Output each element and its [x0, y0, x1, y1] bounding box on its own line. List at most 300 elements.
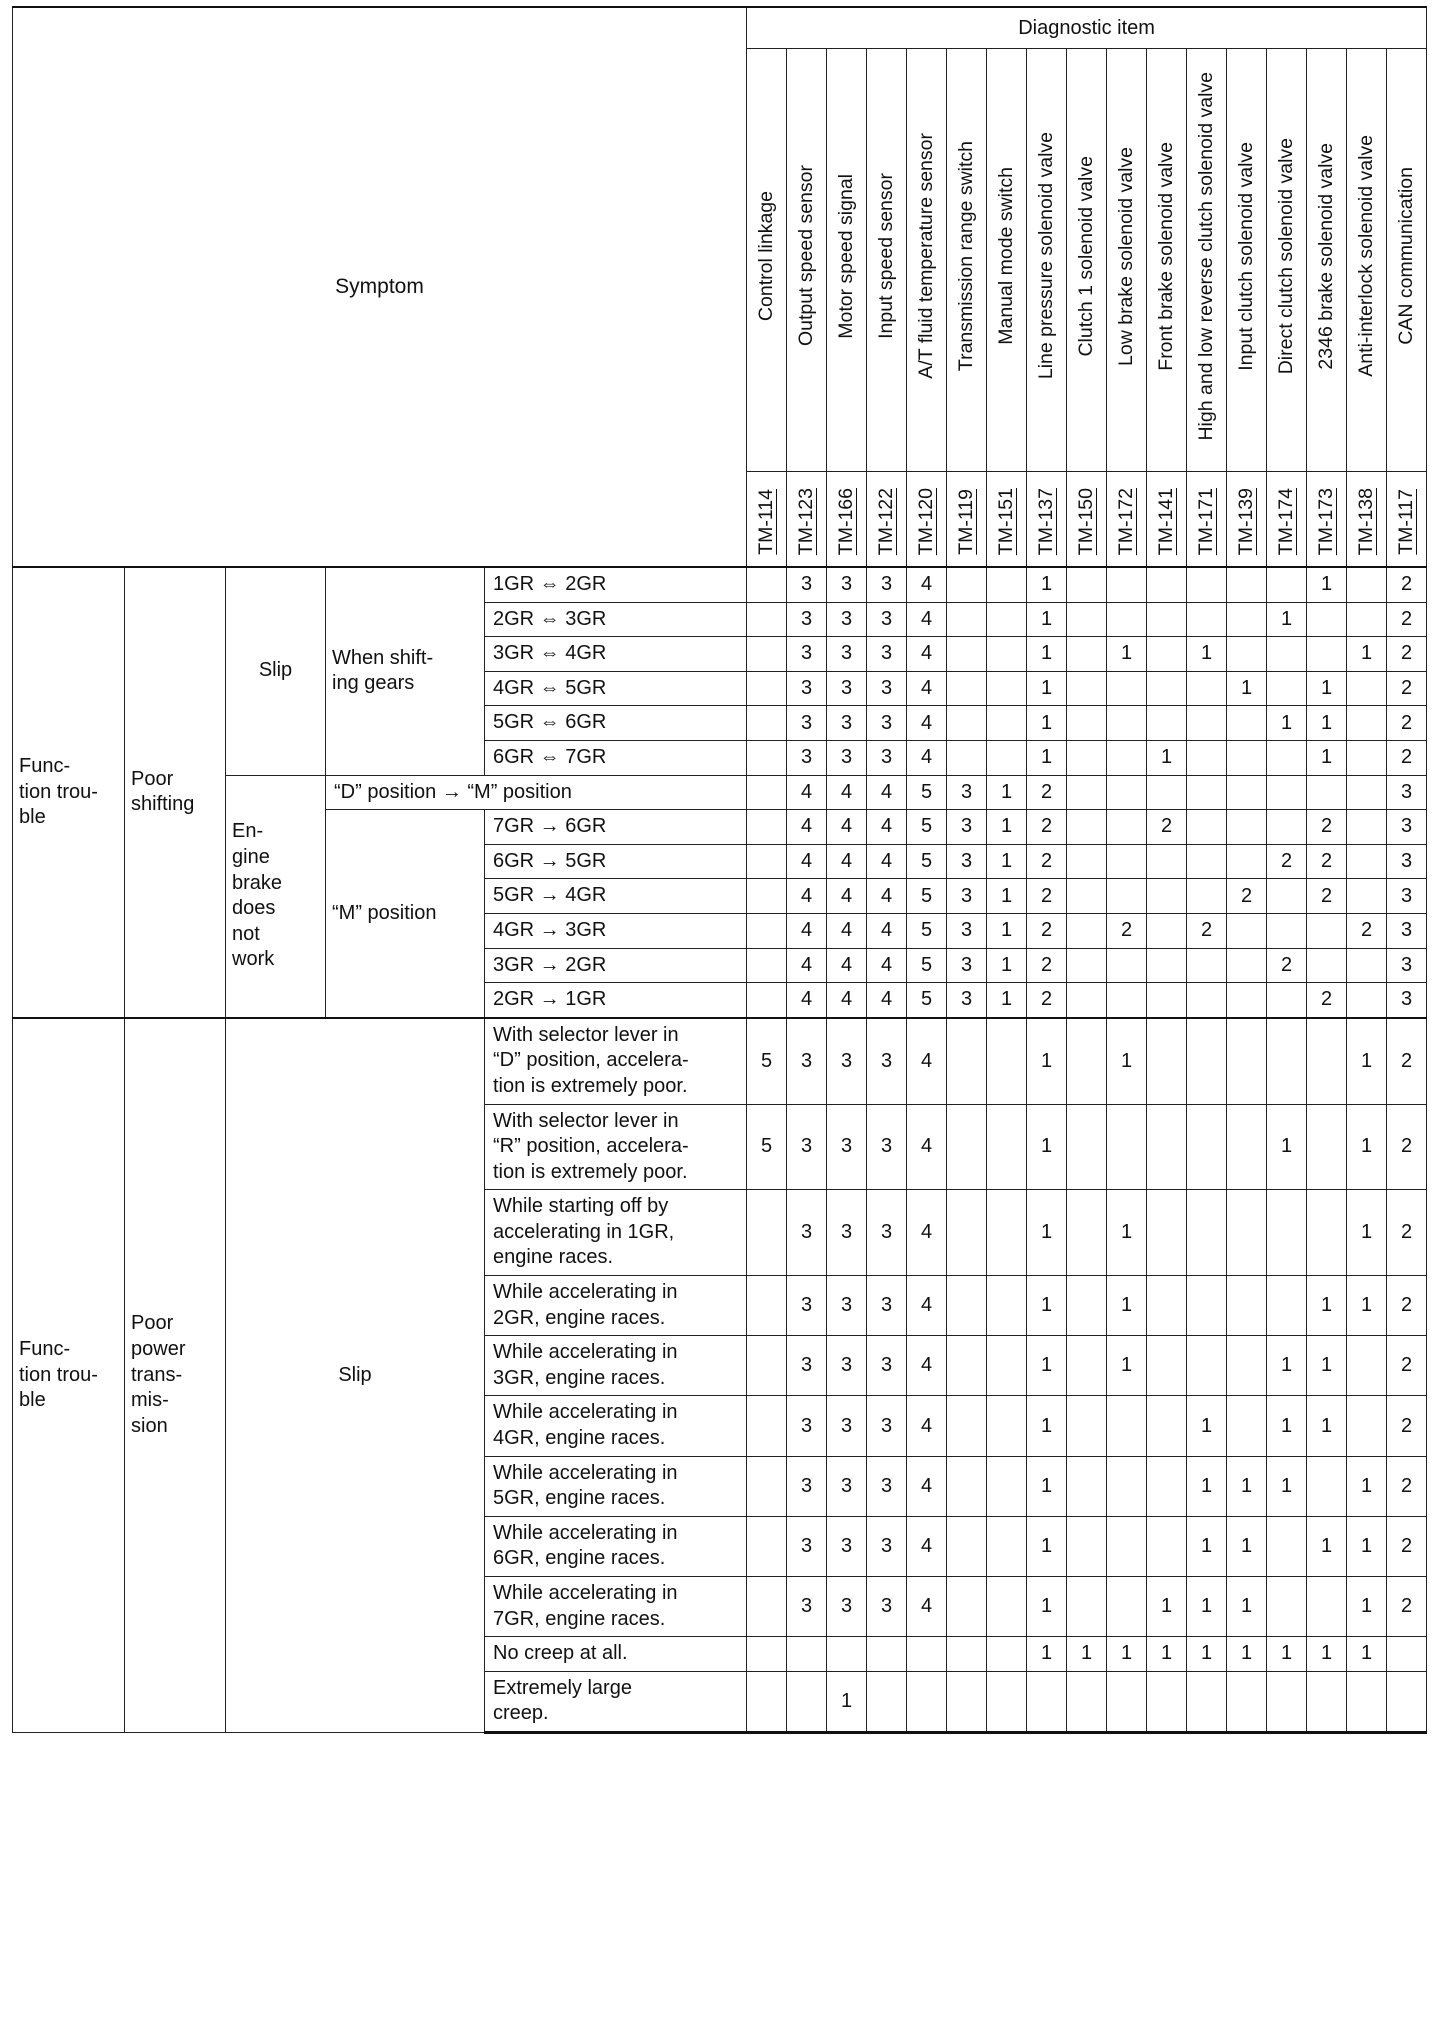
priority-cell	[1347, 983, 1387, 1018]
column-header-label	[1027, 49, 1067, 472]
priority-cell: 3	[787, 706, 827, 741]
priority-cell: 5	[907, 810, 947, 845]
priority-cell	[1147, 602, 1187, 637]
priority-cell: 3	[867, 1396, 907, 1456]
priority-cell: 3	[787, 1190, 827, 1276]
reference-link[interactable]: TM-123	[794, 488, 817, 556]
priority-cell: 4	[907, 1516, 947, 1576]
priority-cell: 1	[1147, 740, 1187, 775]
subcategory-slip: Slip	[226, 1018, 485, 1733]
priority-cell	[1347, 775, 1387, 810]
priority-cell: 4	[827, 879, 867, 914]
subcategory-m-position: “M” position	[326, 810, 485, 1018]
priority-cell: 1	[1147, 1577, 1187, 1637]
condition-cell: 5GR → 4GR	[485, 879, 747, 914]
priority-cell	[1067, 1396, 1107, 1456]
column-label-text: Low brake solenoid valve	[1114, 146, 1137, 366]
subcategory-when-shifting: When shift- ing gears	[326, 567, 485, 775]
priority-cell	[987, 1104, 1027, 1190]
priority-cell	[1187, 602, 1227, 637]
priority-cell	[947, 1577, 987, 1637]
priority-cell: 3	[867, 1456, 907, 1516]
priority-cell: 3	[947, 948, 987, 983]
priority-cell	[1267, 1276, 1307, 1336]
priority-cell: 1	[1107, 1336, 1147, 1396]
priority-cell: 4	[787, 983, 827, 1018]
priority-cell	[1227, 1396, 1267, 1456]
priority-cell	[1187, 1276, 1227, 1336]
reference-link[interactable]: TM-122	[874, 488, 897, 556]
priority-cell: 1	[1027, 1516, 1067, 1576]
column-reference	[1387, 472, 1427, 568]
priority-cell	[1107, 1104, 1147, 1190]
priority-cell: 3	[827, 706, 867, 741]
priority-cell	[947, 1396, 987, 1456]
column-label-text: Clutch 1 solenoid valve	[1074, 155, 1097, 357]
condition-cell: 2GR ⇔ 3GR	[485, 602, 747, 637]
priority-cell: 5	[747, 1018, 787, 1104]
priority-cell	[947, 1516, 987, 1576]
priority-cell: 3	[947, 983, 987, 1018]
priority-cell	[1187, 1190, 1227, 1276]
priority-cell: 1	[1027, 637, 1067, 672]
priority-cell: 1	[1027, 706, 1067, 741]
priority-cell	[1147, 1516, 1187, 1576]
reference-link[interactable]: TM-171	[1194, 488, 1217, 556]
priority-cell	[987, 1276, 1027, 1336]
column-header-label	[1347, 49, 1387, 472]
priority-cell	[987, 1637, 1027, 1672]
priority-cell: 2	[1387, 637, 1427, 672]
priority-cell	[1307, 1104, 1347, 1190]
priority-cell: 1	[987, 844, 1027, 879]
priority-cell	[1347, 671, 1387, 706]
priority-cell: 1	[1267, 1336, 1307, 1396]
priority-cell	[1187, 567, 1227, 602]
priority-cell	[1027, 1671, 1067, 1732]
priority-cell	[1107, 1577, 1147, 1637]
priority-cell	[1347, 844, 1387, 879]
priority-cell	[747, 1671, 787, 1732]
reference-link[interactable]: TM-166	[834, 488, 857, 556]
priority-cell	[947, 1637, 987, 1672]
priority-cell	[1307, 1456, 1347, 1516]
column-reference	[747, 472, 787, 568]
priority-cell: 3	[1387, 775, 1427, 810]
priority-cell	[747, 775, 787, 810]
priority-cell: 1	[1027, 1104, 1067, 1190]
priority-cell	[987, 1396, 1027, 1456]
priority-cell: 1	[1307, 671, 1347, 706]
priority-cell	[1347, 602, 1387, 637]
condition-cell: While starting off by accelerating in 1GR, engine races.	[485, 1190, 747, 1276]
priority-cell: 3	[867, 1018, 907, 1104]
table-row	[13, 567, 1427, 602]
column-label-text: CAN communication	[1394, 167, 1417, 345]
priority-cell	[947, 706, 987, 741]
priority-cell: 2	[1307, 810, 1347, 845]
priority-cell	[1107, 948, 1147, 983]
priority-cell	[1227, 567, 1267, 602]
column-header-label	[907, 49, 947, 472]
priority-cell: 3	[867, 1336, 907, 1396]
condition-cell: 3GR ⇔ 4GR	[485, 637, 747, 672]
diagnostic-symptom-table	[12, 6, 1427, 1734]
priority-cell: 3	[1387, 810, 1427, 845]
priority-cell	[1107, 671, 1147, 706]
priority-cell: 3	[1387, 948, 1427, 983]
column-header-label	[747, 49, 787, 472]
priority-cell	[747, 879, 787, 914]
priority-cell	[1227, 948, 1267, 983]
priority-cell	[947, 602, 987, 637]
priority-cell	[747, 740, 787, 775]
column-label-text: Input clutch solenoid valve	[1234, 141, 1257, 371]
priority-cell: 1	[1027, 1276, 1067, 1336]
column-label-text: Input speed sensor	[874, 173, 897, 339]
priority-cell	[1347, 1396, 1387, 1456]
priority-cell	[747, 671, 787, 706]
priority-cell: 1	[1027, 1456, 1067, 1516]
priority-cell: 3	[827, 1577, 867, 1637]
column-header-label	[1307, 49, 1347, 472]
priority-cell	[1147, 1104, 1187, 1190]
priority-cell: 3	[787, 1018, 827, 1104]
priority-cell	[1107, 879, 1147, 914]
priority-cell	[1227, 602, 1267, 637]
priority-cell: 2	[1387, 1396, 1427, 1456]
priority-cell: 3	[867, 1577, 907, 1637]
priority-cell	[1147, 775, 1187, 810]
priority-cell: 4	[907, 602, 947, 637]
priority-cell: 1	[1187, 1396, 1227, 1456]
column-header-label	[787, 49, 827, 472]
priority-cell	[1307, 1577, 1347, 1637]
priority-cell	[747, 844, 787, 879]
priority-cell: 2	[1387, 1577, 1427, 1637]
diagnostic-table-sheet	[12, 6, 1426, 1734]
condition-cell: 2GR → 1GR	[485, 983, 747, 1018]
priority-cell: 3	[827, 1190, 867, 1276]
reference-link[interactable]: TM-172	[1114, 488, 1137, 556]
priority-cell	[1147, 879, 1187, 914]
priority-cell: 3	[787, 1456, 827, 1516]
priority-cell	[1307, 775, 1347, 810]
column-reference	[787, 472, 827, 568]
priority-cell: 1	[1307, 706, 1347, 741]
priority-cell: 1	[1307, 740, 1347, 775]
priority-cell: 4	[867, 983, 907, 1018]
priority-cell: 3	[1387, 913, 1427, 948]
priority-cell: 4	[907, 1456, 947, 1516]
priority-cell: 1	[987, 879, 1027, 914]
priority-cell	[947, 1276, 987, 1336]
column-label-text: A/T fluid temperature sensor	[914, 133, 937, 379]
column-header-label	[947, 49, 987, 472]
priority-cell: 3	[947, 844, 987, 879]
priority-cell	[747, 1396, 787, 1456]
priority-cell: 2	[1227, 879, 1267, 914]
category-poor-power-transmission: Poor power trans- mis- sion	[125, 1018, 226, 1733]
priority-cell: 3	[867, 671, 907, 706]
priority-cell: 1	[1347, 1456, 1387, 1516]
column-reference	[1227, 472, 1267, 568]
priority-cell	[987, 1577, 1027, 1637]
priority-cell: 3	[867, 1276, 907, 1336]
priority-cell	[947, 1018, 987, 1104]
condition-cell: No creep at all.	[485, 1637, 747, 1672]
priority-cell: 1	[1027, 1018, 1067, 1104]
reference-link[interactable]: TM-120	[914, 488, 937, 556]
priority-cell: 3	[827, 567, 867, 602]
priority-cell	[1147, 913, 1187, 948]
priority-cell	[1227, 706, 1267, 741]
priority-cell: 1	[1027, 740, 1067, 775]
priority-cell	[1307, 637, 1347, 672]
condition-cell: 4GR ⇔ 5GR	[485, 671, 747, 706]
priority-cell: 3	[787, 602, 827, 637]
priority-cell	[1187, 740, 1227, 775]
priority-cell: 3	[827, 1104, 867, 1190]
reference-link[interactable]: TM-137	[1034, 488, 1057, 556]
priority-cell	[747, 567, 787, 602]
priority-cell: 2	[1307, 879, 1347, 914]
priority-cell	[1387, 1671, 1427, 1732]
priority-cell: 1	[1267, 1456, 1307, 1516]
priority-cell: 2	[1387, 1018, 1427, 1104]
condition-cell: While accelerating in 4GR, engine races.	[485, 1396, 747, 1456]
subcategory-engine-brake: En- gine brake does not work	[226, 775, 326, 1018]
priority-cell: 1	[1107, 1637, 1147, 1672]
priority-cell	[1187, 810, 1227, 845]
condition-cell: With selector lever in “R” position, accelera- tion is extremely poor.	[485, 1104, 747, 1190]
priority-cell: 1	[1187, 1577, 1227, 1637]
priority-cell: 3	[787, 1336, 827, 1396]
priority-cell	[1187, 844, 1227, 879]
priority-cell: 1	[1267, 1637, 1307, 1672]
column-label-text: Motor speed signal	[834, 173, 857, 339]
priority-cell: 1	[1027, 1637, 1067, 1672]
priority-cell	[1227, 740, 1267, 775]
priority-cell	[1187, 983, 1227, 1018]
priority-cell	[1227, 1276, 1267, 1336]
priority-cell: 1	[1347, 1637, 1387, 1672]
priority-cell: 4	[867, 844, 907, 879]
priority-cell	[1067, 1104, 1107, 1190]
priority-cell	[987, 567, 1027, 602]
priority-cell: 1	[1027, 602, 1067, 637]
priority-cell	[1147, 983, 1187, 1018]
column-reference	[1187, 472, 1227, 568]
priority-cell: 2	[1387, 602, 1427, 637]
priority-cell	[1107, 775, 1147, 810]
priority-cell: 3	[787, 740, 827, 775]
priority-cell: 2	[1387, 671, 1427, 706]
priority-cell: 2	[1387, 1516, 1427, 1576]
priority-cell: 3	[787, 1396, 827, 1456]
priority-cell: 3	[867, 1190, 907, 1276]
priority-cell: 3	[827, 1516, 867, 1576]
priority-cell	[1067, 1018, 1107, 1104]
priority-cell	[987, 602, 1027, 637]
priority-cell	[1107, 706, 1147, 741]
priority-cell	[1107, 983, 1147, 1018]
reference-link[interactable]: TM-174	[1274, 488, 1297, 556]
column-label-text: Transmission range switch	[954, 140, 977, 372]
reference-link[interactable]: TM-119	[954, 489, 977, 555]
reference-link[interactable]: TM-138	[1354, 488, 1377, 556]
priority-cell	[1187, 1671, 1227, 1732]
priority-cell	[1267, 1190, 1307, 1276]
priority-cell	[867, 1637, 907, 1672]
column-reference	[867, 472, 907, 568]
reference-link[interactable]: TM-151	[994, 488, 1017, 556]
priority-cell: 4	[907, 1190, 947, 1276]
priority-cell	[907, 1671, 947, 1732]
column-header-label	[1227, 49, 1267, 472]
reference-link[interactable]: TM-173	[1314, 488, 1337, 556]
column-reference	[1307, 472, 1347, 568]
priority-cell: 2	[1267, 844, 1307, 879]
reference-link[interactable]: TM-141	[1154, 488, 1177, 556]
priority-cell: 4	[787, 879, 827, 914]
column-header-label	[1067, 49, 1107, 472]
priority-cell	[1147, 671, 1187, 706]
priority-cell	[1387, 1637, 1427, 1672]
priority-cell: 4	[907, 671, 947, 706]
condition-cell: With selector lever in “D” position, accelera- tion is extremely poor.	[485, 1018, 747, 1104]
priority-cell	[1067, 1276, 1107, 1336]
priority-cell: 4	[827, 983, 867, 1018]
diagnostic-item-header: Diagnostic item	[747, 7, 1427, 49]
priority-cell	[1227, 1190, 1267, 1276]
priority-cell: 2	[1387, 1104, 1427, 1190]
priority-cell	[1107, 602, 1147, 637]
column-reference	[1067, 472, 1107, 568]
priority-cell: 3	[787, 637, 827, 672]
priority-cell	[1347, 567, 1387, 602]
priority-cell	[947, 740, 987, 775]
priority-cell	[1307, 1671, 1347, 1732]
priority-cell	[787, 1671, 827, 1732]
priority-cell: 1	[1307, 1516, 1347, 1576]
priority-cell	[987, 1456, 1027, 1516]
priority-cell	[1147, 1190, 1187, 1276]
priority-cell	[1187, 948, 1227, 983]
priority-cell	[1067, 637, 1107, 672]
priority-cell: 4	[907, 706, 947, 741]
priority-cell	[1267, 913, 1307, 948]
priority-cell	[1267, 810, 1307, 845]
priority-cell: 2	[1027, 879, 1067, 914]
priority-cell	[1347, 1336, 1387, 1396]
priority-cell: 4	[827, 775, 867, 810]
priority-cell: 3	[787, 1276, 827, 1336]
priority-cell: 4	[827, 948, 867, 983]
priority-cell: 1	[1267, 602, 1307, 637]
priority-cell	[987, 1336, 1027, 1396]
priority-cell: 2	[1387, 1276, 1427, 1336]
column-reference	[947, 472, 987, 568]
priority-cell: 1	[1347, 1018, 1387, 1104]
priority-cell	[907, 1637, 947, 1672]
priority-cell: 1	[1267, 1396, 1307, 1456]
priority-cell: 2	[1187, 913, 1227, 948]
priority-cell	[747, 1456, 787, 1516]
priority-cell	[1347, 740, 1387, 775]
priority-cell	[787, 1637, 827, 1672]
priority-cell	[1067, 740, 1107, 775]
table-row	[13, 1018, 1427, 1104]
priority-cell: 3	[947, 810, 987, 845]
priority-cell: 3	[947, 879, 987, 914]
priority-cell	[1107, 567, 1147, 602]
priority-cell: 4	[867, 913, 907, 948]
priority-cell	[987, 671, 1027, 706]
priority-cell: 2	[1027, 948, 1067, 983]
priority-cell: 5	[907, 948, 947, 983]
priority-cell: 1	[1307, 1336, 1347, 1396]
priority-cell	[1347, 810, 1387, 845]
reference-link[interactable]: TM-139	[1234, 488, 1257, 556]
priority-cell: 3	[827, 1336, 867, 1396]
priority-cell: 2	[1027, 844, 1067, 879]
priority-cell	[1267, 671, 1307, 706]
priority-cell	[1147, 1396, 1187, 1456]
column-header-label	[867, 49, 907, 472]
priority-cell	[747, 1577, 787, 1637]
priority-cell	[1067, 1190, 1107, 1276]
priority-cell	[1147, 844, 1187, 879]
priority-cell	[1067, 602, 1107, 637]
priority-cell: 4	[787, 844, 827, 879]
priority-cell: 4	[907, 567, 947, 602]
column-reference	[827, 472, 867, 568]
priority-cell: 1	[1147, 1637, 1187, 1672]
column-reference	[1147, 472, 1187, 568]
priority-cell: 3	[867, 1516, 907, 1576]
priority-cell: 5	[907, 775, 947, 810]
priority-cell: 5	[907, 983, 947, 1018]
priority-cell	[987, 637, 1027, 672]
priority-cell: 2	[1027, 810, 1067, 845]
priority-cell	[747, 983, 787, 1018]
priority-cell	[1227, 1336, 1267, 1396]
symptom-header: Symptom	[13, 7, 747, 567]
priority-cell: 2	[1307, 983, 1347, 1018]
table-row	[13, 775, 1427, 810]
priority-cell: 5	[907, 879, 947, 914]
priority-cell	[987, 1018, 1027, 1104]
column-label-text: Line pressure solenoid valve	[1034, 132, 1057, 380]
priority-cell	[1227, 844, 1267, 879]
priority-cell	[747, 1276, 787, 1336]
condition-cell: 7GR → 6GR	[485, 810, 747, 845]
column-label-text: High and low reverse clutch solenoid valve	[1194, 71, 1217, 441]
priority-cell	[987, 1671, 1027, 1732]
priority-cell	[1187, 775, 1227, 810]
column-reference	[907, 472, 947, 568]
priority-cell: 2	[1307, 844, 1347, 879]
reference-link[interactable]: TM-117	[1394, 489, 1417, 555]
priority-cell: 4	[867, 879, 907, 914]
priority-cell: 2	[1027, 913, 1067, 948]
reference-link[interactable]: TM-150	[1074, 488, 1097, 556]
category-poor-shifting: Poor shifting	[125, 567, 226, 1018]
priority-cell	[1067, 706, 1107, 741]
priority-cell	[1227, 1104, 1267, 1190]
reference-link[interactable]: TM-114	[754, 489, 777, 555]
